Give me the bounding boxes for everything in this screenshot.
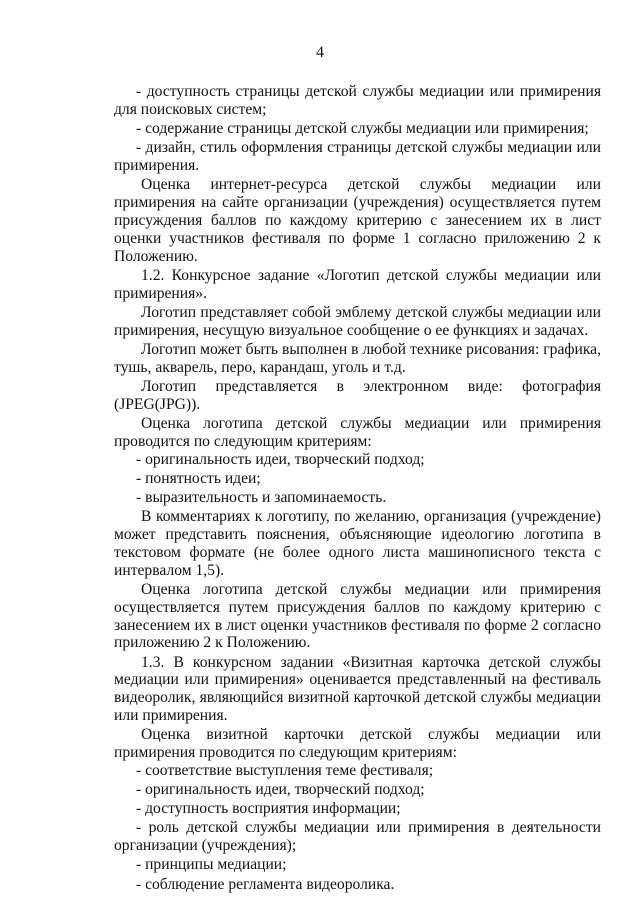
- section-heading: 1.3. В конкурсном задании «Визитная карточка детской службы медиации или примирения» оценивается представленный на фестиваль видеоролик, являющийся визитной карточкой детской службы медиации или примирения.: [114, 653, 601, 725]
- body-paragraph: Логотип представляется в электронном виде: фотография (JPEG(JPG)).: [114, 377, 601, 413]
- body-paragraph: Логотип может быть выполнен в любой технике рисования: графика, тушь, акварель, перо, карандаш, уголь и т.д.: [114, 340, 601, 376]
- criterion-item: - роль детской службы медиации или примирения в деятельности организации (учреждения);: [114, 819, 601, 855]
- body-paragraph: Оценка логотипа детской службы медиации или примирения проводится по следующим критериям:: [114, 414, 601, 450]
- body-paragraph: Логотип представляет собой эмблему детской службы медиации или примирения, несущую визуальное сообщение о ее функциях и задачах.: [114, 303, 601, 339]
- criterion-item: - дизайн, стиль оформления страницы детской службы медиации или примирения.: [114, 139, 601, 174]
- criterion-item: - выразительность и запоминаемость.: [136, 488, 387, 506]
- body-paragraph: Оценка логотипа детской службы медиации или примирения осуществляется путем присуждения баллов по каждому критерию с занесением их в лист оценки участников фестиваля по форме 2 согласно приложению 2 к Положению.: [114, 580, 601, 652]
- criterion-item: - соответствие выступления теме фестиваля;: [136, 762, 434, 780]
- body-paragraph: Оценка визитной карточки детской службы медиации или примирения проводится по следующим критериям:: [114, 726, 601, 762]
- document-body: [114, 83, 601, 893]
- body-paragraph: В комментариях к логотипу, по желанию, организация (учреждение) может представить пояснения, объясняющие идеологию логотипа в текстовом формате (не более одного листа машинописного текста с интервалом 1,5).: [114, 507, 601, 579]
- criterion-item: - оригинальность идеи, творческий подход;: [136, 450, 425, 468]
- criterion-item: - принципы медиации;: [136, 856, 287, 874]
- criterion-item: - оригинальность идеи, творческий подход;: [136, 781, 425, 799]
- body-paragraph: Оценка интернет-ресурса детской службы медиации или примирения на сайте организации (учреждения) осуществляется путем присуждения баллов по каждому критерию с занесением их в лист оценки участников фестиваля по форме 1 согласно приложению 2 к Положению.: [114, 176, 601, 265]
- criterion-item: - доступность восприятия информации;: [136, 800, 401, 818]
- criterion-item: - содержание страницы детской службы медиации или примирения;: [136, 120, 589, 137]
- criterion-item: - понятность идеи;: [136, 469, 261, 487]
- page-number: 4: [316, 44, 324, 61]
- section-heading: 1.2. Конкурсное задание «Логотип детской службы медиации или примирения».: [114, 266, 601, 302]
- criterion-item: - доступность страницы детской службы медиации или примирения для поисковых систем;: [114, 83, 601, 118]
- criterion-item: - соблюдение регламента видеоролика.: [136, 875, 395, 893]
